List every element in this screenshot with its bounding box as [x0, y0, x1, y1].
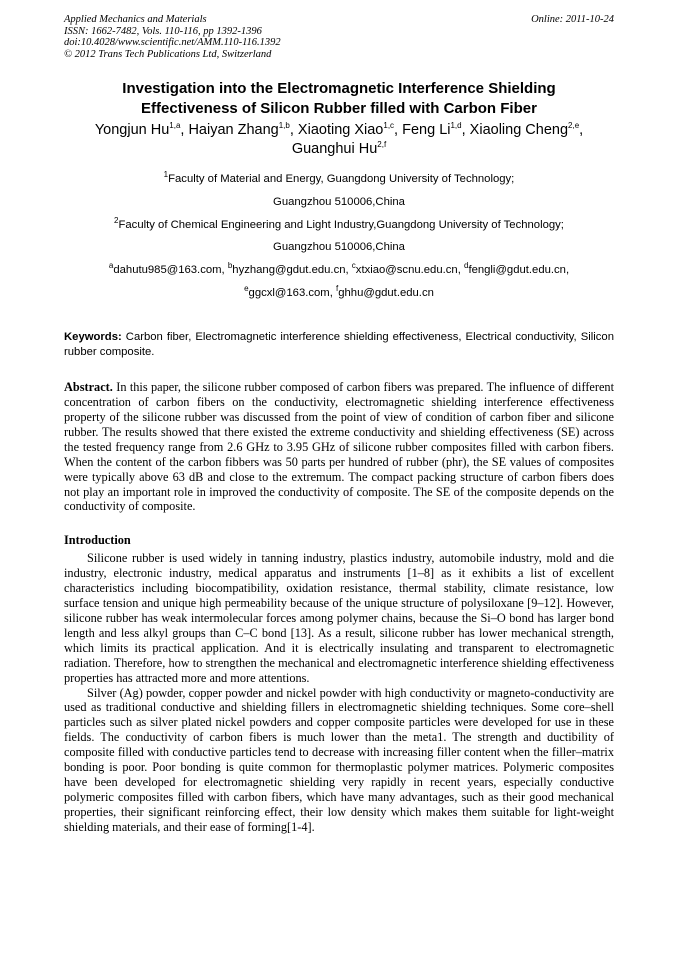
journal-info [64, 14, 281, 60]
keywords-text: Carbon fiber, Electromagnetic interference shielding effectiveness, Electrical conductivity, Silicon rubber composite. [64, 330, 614, 358]
email[interactable]: $^d$fengli@gdut.edu.cn [463, 261, 566, 277]
author: Haiyan Zhang$^{1,b}$, [188, 121, 298, 139]
author-list [64, 121, 614, 158]
email[interactable]: $^a$dahutu985@163.com [108, 261, 222, 277]
keywords [64, 330, 614, 361]
email[interactable]: $^c$xtxiao@scnu.edu.cn [351, 261, 458, 277]
affiliation-1: $^1$Faculty of Material and Energy, Guangdong University of Technology; [163, 170, 515, 186]
abstract [64, 380, 614, 514]
journal-name: Applied Mechanics and Materials [64, 14, 207, 25]
introduction-paragraph-1: Silicone rubber is used widely in tanning industry, plastics industry, automobile industry, mold and die industry, electronic industry, medical apparatus and instruments [1–8] as it exhibits a list of excellent characteristics including biocompatibility, oxidation resistance, thermal stability, climate resistance, low surface tension and unique high permeability because of the unique structure of polysiloxane [9–12]. However, silicone rubber has weak intermolecular forces among polymer chains, because the Si–O bond has larger bond length and less alkyl groups than C–C bond [13]. As a result, silicone rubber has lower mechanical strength, which limits its practical application. And it is electrically insulating and transparent to electromagnetic radiation. Therefore, how to strengthen the mechanical and electromagnetic interference shielding effectiveness properties has attracted more and more attentions. [64, 551, 614, 685]
journal-issn: ISSN: 1662-7482, Vols. 110-116, pp 1392-1396 [64, 25, 262, 37]
author: Yongjun Hu$^{1,a}$, [94, 121, 189, 139]
affiliations [64, 168, 614, 304]
email[interactable]: $^f$ghhu@gdut.edu.cn [336, 284, 434, 299]
email-line-1: $^a$dahutu985@163.com, $^b$hyzhang@gdut.edu.cn, $^c$xtxiao@scnu.edu.cn, $^d$fengli@gdut.edu.cn, [108, 261, 570, 277]
online-date: Online: 2011-10-24 [531, 14, 614, 25]
journal-doi: doi:10.4028/www.scientific.net/AMM.110-116.1392 [64, 37, 281, 49]
journal-header [64, 14, 614, 60]
abstract-label: Abstract. [64, 380, 113, 395]
author: Xiaoling Cheng$^{2,e}$, [469, 121, 584, 139]
email[interactable]: $^b$hyzhang@gdut.edu.cn [227, 261, 346, 277]
affiliation-1-city: Guangzhou 510006,China [273, 196, 405, 209]
title-line-2: Effectiveness of Silicon Rubber filled with Carbon Fiber [141, 100, 537, 118]
author: Xiaoting Xiao$^{1,c}$, [297, 121, 403, 139]
author: Guanghui Hu$^{2,f}$ [291, 140, 387, 157]
paper-title [64, 79, 614, 119]
affiliation-2-city: Guangzhou 510006,China [273, 241, 405, 254]
keywords-label: Keywords: [64, 330, 122, 343]
affiliation-2: $^2$Faculty of Chemical Engineering and Light Industry,Guangdong University of Technology; [114, 216, 564, 231]
email-line-2: $^e$ggcxl@163.com, $^f$ghhu@gdut.edu.cn [244, 284, 434, 299]
introduction-paragraph-2: Silver (Ag) powder, copper powder and nickel powder with high conductivity or magneto-conductivity are used as traditional conductive and shielding fillers in electromagnetic shielding techniques. Some core–shell particles such as silver plated nickel powders and copper composite particles were developed for use in these fields. The conductivity of carbon fibers is much lower than the meta1. The strength and ductibility of composite filled with conductive particles tend to decrease with increasing filler content when the filler–matrix bonding is poor. Poor bonding is quite common for thermoplastic polymer matrices. Polymeric composites have been developed for electromagnetic shielding very rapidly in recent years, especially conductive polymeric composites filled with carbon fibers, which have many advantages, such as their good mechanical properties, their significant reinforcing effect, their low density which makes them suitable for light-weight shielding materials, and their ease of forming[1-4]. [64, 685, 614, 834]
journal-copyright: © 2012 Trans Tech Publications Ltd, Switzerland [64, 48, 272, 60]
title-line-1: Investigation into the Electromagnetic Interference Shielding [122, 80, 556, 98]
email[interactable]: $^e$ggcxl@163.com [244, 284, 330, 299]
author: Feng Li$^{1,d}$, [402, 121, 470, 139]
section-heading-introduction: Introduction [64, 533, 131, 548]
abstract-text: In this paper, the silicone rubber composed of carbon fibers was prepared. The influence of different concentration of carbon fibers on the conductivity, electromagnetic shielding interference effectiveness property of the silicone rubber was discussed from the point of view of condition of carbon fiber and silicone rubber. The results showed that there existed the extreme conductivity and shielding effectiveness (SE) across the tested frequency range from 2.6 GHz to 3.95 GHz of silicone rubber composites filled with carbon fibers. When the content of the carbon fibbers was 50 parts per hundred of rubber (phr), the SE values of composites were typically above 63 dB and close to the extremum. The compact packing structure of carbon fibers does not play an important role in improved the conductivity of composite. The SE of the composite depends on the conductivity of composite. [64, 380, 614, 514]
